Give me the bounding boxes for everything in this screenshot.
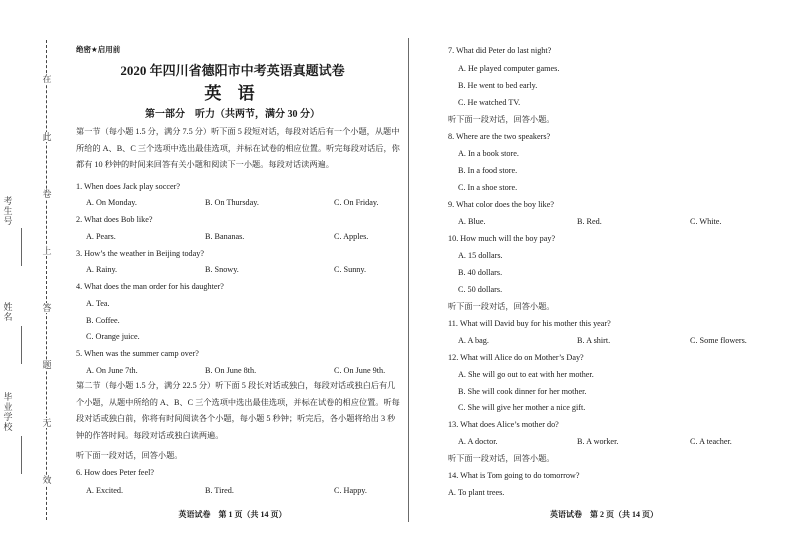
option-b: B. A worker.	[577, 437, 619, 446]
option-c: C. White.	[690, 217, 722, 226]
question-stem: 4. What does the man order for his daughter?	[76, 282, 224, 291]
option-c: C. On June 9th.	[334, 366, 386, 375]
option-b: B. 40 dollars.	[458, 268, 503, 277]
option-a: A. On Monday.	[86, 198, 137, 207]
question-stem: 2. What does Bob like?	[76, 215, 153, 224]
option-a: A. 15 dollars.	[458, 251, 503, 260]
listening-note: 听下面一段对话，回答小题。	[448, 454, 555, 463]
question-stem: 8. Where are the two speakers?	[448, 132, 551, 141]
name-label: 姓名	[3, 302, 13, 322]
option-a: A. To plant trees.	[448, 488, 505, 497]
student-id-label: 考生号	[3, 196, 13, 226]
question-stem: 11. What will David buy for his mother this year?	[448, 319, 611, 328]
option-a: A. A bag.	[458, 336, 489, 345]
page-footer: 英语试卷 第 2 页（共 14 页）	[550, 510, 658, 519]
option-a: A. Pears.	[86, 232, 116, 241]
seal-char: 上	[42, 246, 52, 256]
seal-char: 题	[42, 360, 52, 370]
part1-heading: 第一部分 听力（共两节，满分 30 分）	[145, 109, 320, 120]
option-b: B. He went to bed early.	[458, 81, 538, 90]
option-c: C. Some flowers.	[690, 336, 747, 345]
option-a: A. Excited.	[86, 486, 124, 495]
listening-note: 听下面一段对话，回答小题。	[448, 115, 555, 124]
option-a: A. On June 7th.	[86, 366, 138, 375]
option-b: B. Red.	[577, 217, 602, 226]
question-stem: 6. How does Peter feel?	[76, 468, 154, 477]
seal-char: 在	[42, 74, 52, 84]
question-stem: 3. How’s the weather in Beijing today?	[76, 249, 205, 258]
option-b: B. She will cook dinner for her mother.	[458, 387, 587, 396]
option-b: B. On June 8th.	[205, 366, 257, 375]
page-divider	[408, 38, 409, 522]
option-c: C. Orange juice.	[86, 332, 140, 341]
page-2	[414, 0, 794, 560]
option-a: A. In a book store.	[458, 149, 519, 158]
option-b: B. Tired.	[205, 486, 234, 495]
option-b: B. Bananas.	[205, 232, 245, 241]
option-a: A. He played computer games.	[458, 64, 560, 73]
option-c: C. Apples.	[334, 232, 369, 241]
option-c: C. She will give her mother a nice gift.	[458, 403, 586, 412]
question-stem: 9. What color does the boy like?	[448, 200, 555, 209]
question-stem: 10. How much will the boy pay?	[448, 234, 556, 243]
seal-char: 无	[42, 418, 52, 428]
option-a: A. She will go out to eat with her mother.	[458, 370, 594, 379]
question-stem: 14. What is Tom going to do tomorrow?	[448, 471, 580, 480]
section2-instructions: 第二节（每小题 1.5 分，满分 22.5 分）听下面 5 段长对话或独白，每段对话或独白后有几个小题，从题中所给的 A、B、C 三个选项中选出最佳选项，并标在试卷的相应位置。听每段对话或独白前，你将有时间阅读各个小题，每小题 5 秒钟；听完后，各小题将给出 3 秒钟的作答时间。每段对话或独白读两遍。	[76, 381, 400, 440]
option-c: C. He watched TV.	[458, 98, 521, 107]
option-c: C. Happy.	[334, 486, 367, 495]
exam-title: 2020 年四川省德阳市中考英语真题试卷	[120, 63, 345, 78]
confidential-mark: 绝密★启用前	[76, 45, 121, 54]
option-a: A. Tea.	[86, 299, 110, 308]
question-stem: 13. What does Alice’s mother do?	[448, 420, 559, 429]
option-b: B. In a food store.	[458, 166, 518, 175]
option-c: C. On Friday.	[334, 198, 379, 207]
section1-instructions: 第一节（每小题 1.5 分，满分 7.5 分）听下面 5 段短对话，每段对话后有一个小题，从题中所给的 A、B、C 三个选项中选出最佳选项，并标在试卷的相应位置。听完每段对话后，你都有 10 秒钟的时间来回答有关小题和阅读下一小题。每段对话读两遍。	[76, 127, 400, 169]
option-c: C. 50 dollars.	[458, 285, 503, 294]
page-footer: 英语试卷 第 1 页（共 14 页）	[178, 510, 287, 519]
question-stem: 7. What did Peter do last night?	[448, 46, 552, 55]
option-b: B. On Thursday.	[205, 198, 259, 207]
question-stem: 12. What will Alice do on Mother’s Day?	[448, 353, 584, 362]
question-stem: 1. When does Jack play soccer?	[76, 182, 180, 191]
listening-note: 听下面一段对话，回答小题。	[76, 451, 183, 460]
option-c: C. In a shoe store.	[458, 183, 518, 192]
seal-char: 效	[42, 475, 52, 485]
option-c: C. A teacher.	[690, 437, 732, 446]
listening-note: 听下面一段对话，回答小题。	[448, 302, 555, 311]
option-c: C. Sunny.	[334, 265, 366, 274]
seal-char: 答	[42, 303, 52, 313]
question-stem: 5. When was the summer camp over?	[76, 349, 199, 358]
seal-char: 卷	[42, 189, 52, 199]
option-a: A. Blue.	[458, 217, 486, 226]
option-a: A. Rainy.	[86, 265, 118, 274]
seal-char: 此	[42, 132, 52, 142]
school-label: 毕业学校	[3, 392, 13, 432]
subject-title: 英 语	[204, 84, 261, 103]
option-a: A. A doctor.	[458, 437, 498, 446]
option-b: B. Coffee.	[86, 316, 120, 325]
option-b: B. Snowy.	[205, 265, 239, 274]
option-b: B. A shirt.	[577, 336, 611, 345]
